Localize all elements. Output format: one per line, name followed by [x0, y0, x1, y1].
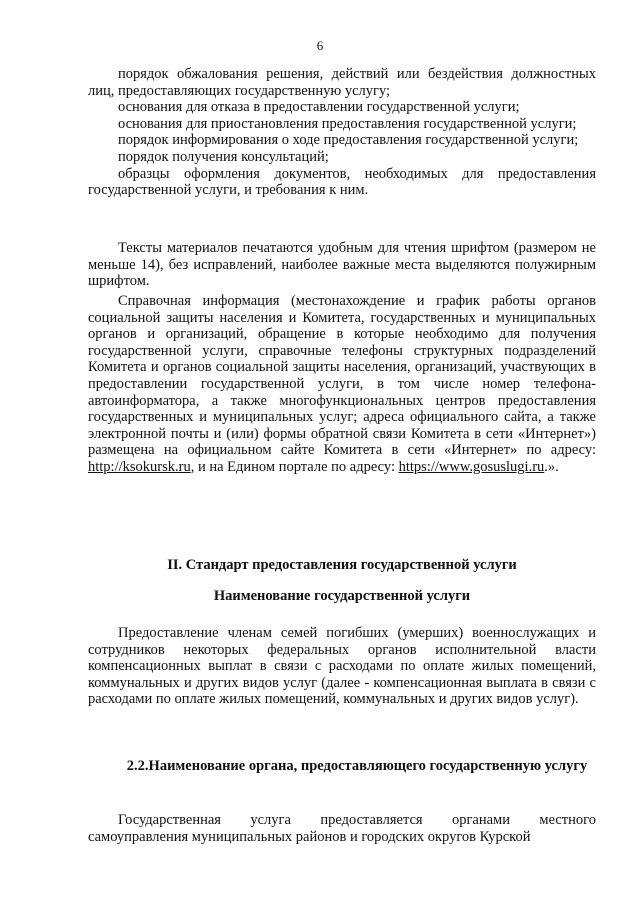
list-item: основания для приостановления предоставления государственной услуги;	[118, 115, 577, 132]
reference-text-part3: .».	[544, 458, 559, 475]
page-number: 6	[316, 38, 324, 53]
requirements-list	[88, 66, 596, 199]
subheading-service-name: Наименование государственной услуги	[213, 588, 471, 604]
font-requirements-paragraph	[88, 240, 596, 290]
list-item: порядок получения консультаций;	[118, 148, 329, 165]
reference-info-paragraph	[88, 293, 596, 476]
paragraph: Тексты материалов печатаются удобным для чтения шрифтом (размером не меньше 14), без исправлений, наиболее важные места выделяются полужирным шрифтом.	[88, 240, 596, 290]
subheading-organ: 2.2.Наименование органа, предоставляющего государственную услугу	[126, 758, 588, 774]
gosuslugi-link[interactable]: https://www.gosuslugi.ru	[398, 458, 545, 475]
service-name-paragraph	[88, 625, 596, 708]
reference-text-part1: Справочная информация (местонахождение и график работы органов социальной защиты населения и Комитета, государственных и муниципальных органов и организаций, обращение в которые необходимо для получения государственной услуги, справочные телефоны структурных подразделений Комитета и органов социальной защиты населения, организаций, участвующих в предоставлении государственной услуги, в том числе номер телефона-автоинформатора, а также многофункциональных центров предоставления государственных и муниципальных услуг; адреса официального сайта, а также электронной почты и (или) формы обратной связи Комитета в сети «Интернет») размещена на официальном сайте Комитета в сети «Интернет» по адресу:	[88, 293, 596, 459]
organ-paragraph	[88, 812, 596, 845]
list-item: образцы оформления документов, необходимых для предоставления государственной услуги, и требования к ним.	[88, 165, 596, 199]
reference-text-part2: , и на Едином портале по адресу:	[190, 458, 399, 475]
list-item: основания для отказа в предоставлении государственной услуги;	[118, 99, 520, 116]
list-item: порядок обжалования решения, действий или бездействия должностных лиц, предоставляющих государственную услугу;	[88, 66, 596, 99]
paragraph	[88, 293, 596, 476]
paragraph: Предоставление членам семей погибших (умерших) военнослужащих и сотрудников некоторых федеральных органов исполнительной власти компенсационных выплат в связи с расходами по оплате жилых помещений, коммунальных и других видов услуг (далее - компенсационная выплата в связи с расходами по оплате жилых помещений, коммунальных и других видов услуг).	[88, 625, 596, 708]
paragraph: Государственная услуга предоставляется органами местного самоуправления муниципальных районов и городских округов Курской	[88, 812, 596, 845]
ksokursk-link[interactable]: http://ksokursk.ru	[88, 458, 191, 475]
section-heading: II. Стандарт предоставления государственной услуги	[167, 557, 517, 573]
list-item: порядок информирования о ходе предоставления государственной услуги;	[118, 132, 579, 149]
